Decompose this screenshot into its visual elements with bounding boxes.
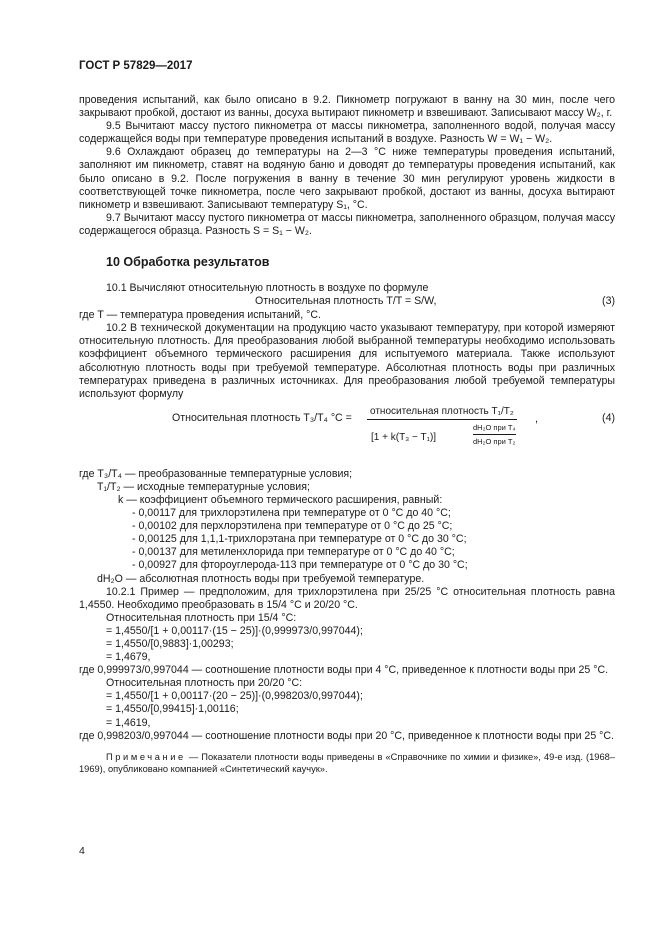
- paragraph-9-7: 9.7 Вычитают массу пустого пикнометра от массы пикнометра, заполненного образцом, получая массу содержащегося образца. Разность S = S₁ − W₂.: [79, 211, 615, 237]
- calc-line: = 1,4550/[1 + 0,00117·(15 − 25)]·(0,999973/0,997044);: [106, 624, 363, 637]
- list-item: - 0,00927 для фтороуглерода-113 при температуре от 0 °С до 30 °С;: [132, 559, 468, 572]
- list-item: - 0,00137 для метиленхлорида при температуре от 0 °С до 40 °С;: [132, 546, 455, 559]
- note-text: — Показатели плотности воды приведены в «Справочнике по химии и физике», 49-е изд. (1968–1969), опубликовано компанией «Синтетический каучук».: [79, 751, 615, 775]
- formula-3: [79, 295, 615, 309]
- formula-4-water-bottom: dH₂O при T₂: [473, 436, 516, 446]
- where-T: где T — температура проведения испытаний, °С.: [79, 309, 321, 322]
- formula-4-comma: ,: [535, 412, 538, 425]
- legend-line: k — коэффициент объемного термического расширения, равный:: [118, 493, 443, 506]
- page-body: [79, 94, 615, 776]
- calc-line: = 1,4619,: [106, 716, 151, 729]
- calculation-20-20: [79, 677, 615, 729]
- paragraph-10-1: 10.1 Вычисляют относительную плотность в воздухе по формуле: [106, 282, 429, 295]
- calc-where: где 0,999973/0,997044 — соотношение плотности воды при 4 °С, приведенное к плотности воды при 25 °С.: [79, 664, 609, 677]
- paragraph-9-6: 9.6 Охлаждают образец до температуры на 2—3 °С ниже температуры проведения испытаний, заполняют им пикнометр, ставят на водяную баню и доводят до температуры проведения испытаний, как было описано в 9.2. После погружения в ванну в течение 30 мин регулируют уровень жидкости в соответствующей точке пикнометра, после чего закрывают пробкой, достают из ванны, досуха вытирают пикнометр и взвешивают. Записывают температуру S₁, °С.: [79, 146, 615, 211]
- formula-4-water-top: dH₂O при T₄: [473, 423, 516, 435]
- calculation-15-4: [79, 612, 615, 664]
- legend-line: T₁/T₂ — исходные температурные условия;: [97, 480, 310, 493]
- formula-4: [79, 404, 615, 468]
- calc-line: = 1,4550/[1 + 0,00117·(20 − 25)]·(0,998203/0,997044);: [106, 690, 363, 703]
- paragraph-10-2: 10.2 В технической документации на продукцию часто указывают температуру, при которой измеряют относительную плотность. Для преобразования любой выбранной температуры необходимо использовать коэффициент объемного термического расширения для испытуемого материала. Также используют абсолютную плотность воды при требуемой температуре. Абсолютная плотность воды при различных температурах приведена в различных источниках. Для преобразования любой требуемой температуры используют формулу: [79, 322, 615, 400]
- formula-4-numerator: относительная плотность T₁/T₂: [367, 404, 517, 420]
- calc-line: = 1,4550/[0,9883]·1,00293;: [106, 638, 234, 650]
- formula-4-denominator: [367, 420, 517, 460]
- formula-4-bracket: [1 + k(T₃ − T₁)]: [371, 431, 437, 443]
- page-number: 4: [79, 845, 85, 857]
- formula-4-water-ratio: [473, 423, 516, 446]
- formula-3-number: (3): [602, 295, 615, 308]
- formula-4-legend: [79, 468, 615, 586]
- legend-line: где T₃/T₄ — преобразованные температурные условия;: [79, 467, 353, 480]
- section-title: 10 Обработка результатов: [106, 255, 270, 270]
- list-item: - 0,00117 для трихлорэтилена при температуре от 0 °С до 40 °С;: [132, 507, 451, 520]
- paragraph-9-5: 9.5 Вычитают массу пустого пикнометра от массы пикнометра, заполненного водой, получая массу содержащейся воды при температуре проведения испытаний в воздухе. Разность W = W₁ − W₂.: [79, 120, 615, 146]
- formula-4-fraction: [367, 404, 517, 460]
- note-label: Примечание: [106, 751, 186, 762]
- calc-head: Относительная плотность при 20/20 °С:: [106, 677, 303, 690]
- calc-line: = 1,4550/[0,99415]·1,00116;: [106, 703, 239, 716]
- formula-4-left: Относительная плотность T₃/T₄ °С =: [172, 411, 352, 424]
- calc-where: где 0,998203/0,997044 — соотношение плотности воды при 20 °С, приведенное к плотности воды при 25 °С.: [79, 729, 614, 742]
- paragraph-continuation: проведения испытаний, как было описано в 9.2. Пикнометр погружают в ванну на 30 мин, после чего закрывают пробкой, достают из ванны, досуха вытирают пикнометр и взвешивают. Записывают массу W₂, г.: [79, 94, 615, 120]
- formula-4-number: (4): [602, 411, 615, 424]
- paragraph-10-2-1: 10.2.1 Пример — предположим, для трихлорэтилена при 25/25 °С относительная плотность равна 1,4550. Необходимо преобразовать в 15/4 °С и 20/20 °С.: [79, 585, 615, 611]
- document-header: ГОСТ Р 57829—2017: [79, 60, 193, 72]
- list-item: - 0,00102 для перхлорэтилена при температуре от 0 °С до 25 °С;: [132, 520, 453, 533]
- list-item: - 0,00125 для 1,1,1-трихлорэтана при температуре от 0 °С до 30 °С;: [132, 533, 467, 546]
- calc-line: = 1,4679,: [106, 651, 151, 664]
- formula-3-text: Относительная плотность T/T = S/W,: [255, 295, 437, 308]
- legend-line: dH₂O — абсолютная плотность воды при требуемой температуре.: [97, 572, 425, 585]
- note: [79, 751, 615, 776]
- calc-head: Относительная плотность при 15/4 °С:: [106, 611, 297, 624]
